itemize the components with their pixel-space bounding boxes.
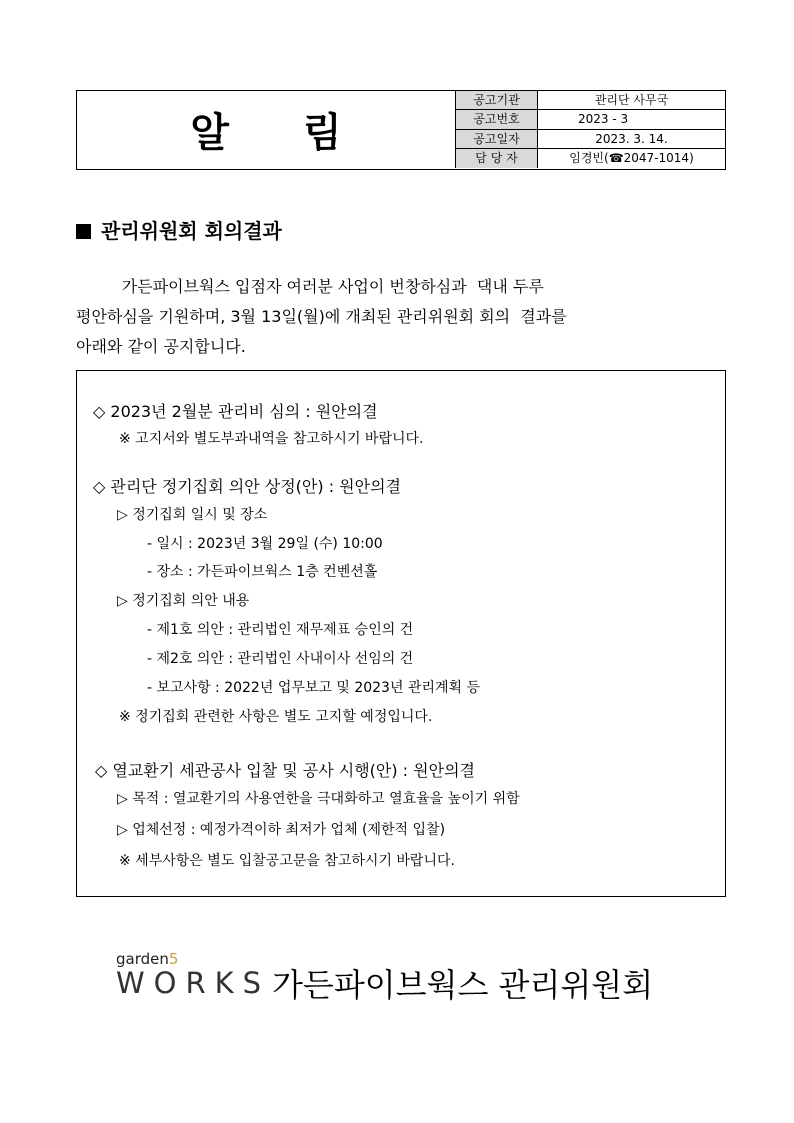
resolution-detail: - 일시 : 2023년 3월 29일 (수) 10:00	[147, 536, 383, 552]
meta-label: 공고번호	[456, 110, 538, 128]
meta-row-contact	[456, 149, 725, 168]
meta-value: 관리단 사무국	[594, 93, 669, 107]
notice-meta	[455, 91, 725, 168]
meta-label: 공고일자	[456, 130, 538, 148]
resolution-item: ◇ 2023년 2월분 관리비 심의 : 원안의결	[93, 402, 378, 421]
section-title-text: 관리위원회 회의결과	[101, 219, 282, 243]
meta-value: 임경빈(☎2047-1014)	[569, 150, 694, 165]
section-title	[76, 215, 282, 244]
resolution-note: ※ 세부사항은 별도 입찰공고문을 참고하시기 바랍니다.	[119, 853, 455, 869]
resolution-detail: - 제1호 의안 : 관리법인 재무제표 승인의 건	[147, 622, 414, 638]
resolution-item: ◇ 열교환기 세관공사 입찰 및 공사 시행(안) : 원안의결	[95, 761, 475, 780]
intro-line: 가든파이브웍스 입점자 여러분 사업이 번창하심과 댁내 두루	[76, 277, 544, 296]
resolution-note: ※ 고지서와 별도부과내역을 참고하시기 바랍니다.	[119, 431, 424, 447]
resolution-note: ※ 정기집회 관련한 사항은 별도 고지할 예정입니다.	[119, 709, 433, 725]
notice-title	[77, 91, 455, 168]
resolution-subitem: ▷ 목적 : 열교환기의 사용연한을 극대화하고 열효율을 높이기 위함	[117, 791, 520, 807]
resolution-detail: - 장소 : 가든파이브웍스 1층 컨벤션홀	[147, 564, 378, 580]
meta-row-agency	[456, 91, 725, 110]
resolution-box	[76, 370, 726, 897]
meta-value: 2023. 3. 14.	[595, 131, 668, 146]
meta-label: 담 당 자	[456, 149, 538, 168]
square-bullet-icon	[76, 224, 91, 239]
brand-logo-works: WORKS	[116, 966, 271, 1000]
meta-value: 2023 - 3	[578, 112, 629, 127]
logo-five-text: 5	[168, 950, 179, 968]
resolution-subitem: ▷ 정기집회 일시 및 장소	[117, 507, 268, 523]
logo-garden-text: garden	[116, 950, 169, 968]
intro-paragraph	[76, 272, 726, 362]
resolution-item: ◇ 관리단 정기집회 의안 상정(안) : 원안의결	[93, 477, 401, 496]
resolution-detail: - 보고사항 : 2022년 업무보고 및 2023년 관리계획 등	[147, 680, 481, 696]
intro-line: 아래와 같이 공지합니다.	[76, 337, 246, 356]
resolution-detail: - 제2호 의안 : 관리법인 사내이사 선임의 건	[147, 651, 414, 667]
resolution-subitem: ▷ 정기집회 의안 내용	[117, 593, 250, 609]
meta-row-date	[456, 130, 725, 149]
notice-header-table	[76, 90, 726, 170]
organization-name: 가든파이브웍스 관리위원회	[272, 966, 654, 1004]
title-char-2: 림	[303, 110, 342, 156]
title-char-1: 알	[190, 110, 229, 156]
meta-label: 공고기관	[456, 91, 538, 109]
meta-row-number	[456, 110, 725, 129]
resolution-subitem: ▷ 업체선정 : 예정가격이하 최저가 업체 (제한적 입찰)	[117, 822, 446, 838]
intro-line: 평안하심을 기원하며, 3월 13일(월)에 개최된 관리위원회 회의 결과를	[76, 307, 567, 326]
